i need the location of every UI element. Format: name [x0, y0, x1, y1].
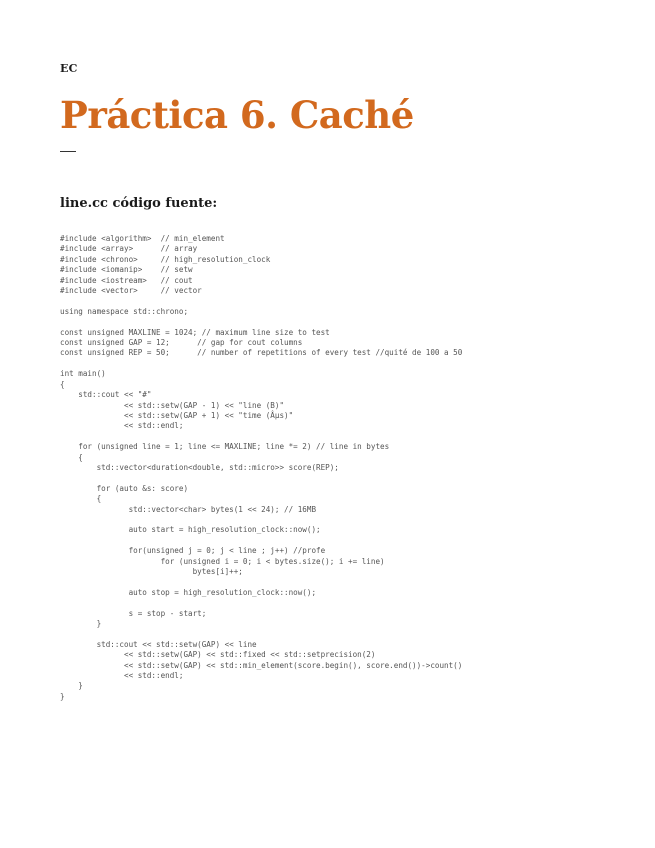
code-line: {	[60, 494, 102, 504]
code-block	[60, 234, 640, 702]
section-heading: line.cc código fuente:	[60, 196, 218, 211]
code-line: s = stop - start;	[60, 608, 207, 618]
code-line: << std::setw(GAP - 1) << "line (B)"	[60, 400, 285, 410]
code-line: int main()	[60, 369, 106, 379]
code-line: const unsigned MAXLINE = 1024; // maximum line size to test	[60, 327, 330, 337]
code-line: #include <algorithm> // min_element	[60, 234, 225, 243]
code-line: << std::setw(GAP) << std::fixed << std::setprecision(2)	[60, 650, 376, 660]
code-line: }	[60, 619, 102, 629]
code-line: auto stop = high_resolution_clock::now();	[60, 587, 317, 597]
code-line: {	[60, 379, 65, 389]
code-line: << std::endl;	[60, 671, 184, 681]
code-line: << std::setw(GAP) << std::min_element(score.begin(), score.end())->count()	[60, 660, 463, 670]
header-tag: EC	[60, 62, 78, 75]
code-line: }	[60, 691, 65, 701]
code-line: std::vector<char> bytes(1 << 24); // 16MB	[60, 504, 317, 514]
code-line: #include <iostream> // cout	[60, 275, 193, 285]
code-line: #include <vector> // vector	[60, 286, 202, 296]
code-line: #include <iomanip> // setw	[60, 265, 193, 275]
code-line: std::vector<duration<double, std::micro>> score(REP);	[60, 462, 339, 472]
code-line: const unsigned REP = 50; // number of repetitions of every test //quité de 100 a 50	[60, 348, 463, 358]
code-line: {	[60, 452, 83, 462]
page-title: Práctica 6. Caché	[60, 93, 414, 137]
title-divider	[60, 151, 76, 152]
code-line: const unsigned GAP = 12; // gap for cout columns	[60, 338, 303, 348]
code-line: for (unsigned i = 0; i < bytes.size(); i += line)	[60, 556, 385, 566]
code-line: bytes[i]++;	[60, 567, 243, 576]
code-line: using namespace std::chrono;	[60, 306, 189, 316]
code-line: auto start = high_resolution_clock::now();	[60, 525, 321, 535]
code-line: for (unsigned line = 1; line <= MAXLINE; line *= 2) // line in bytes	[60, 442, 390, 452]
code-line: }	[60, 681, 83, 691]
code-line: std::cout << std::setw(GAP) << line	[60, 639, 257, 649]
code-line: std::cout << "#"	[60, 390, 152, 400]
code-line: for(unsigned j = 0; j < line ; j++) //profe	[60, 546, 326, 556]
code-line: #include <array> // array	[60, 244, 198, 254]
code-line: << std::setw(GAP + 1) << "time (Âµs)"	[60, 410, 294, 420]
code-line: #include <chrono> // high_resolution_clock	[60, 254, 271, 264]
code-line: for (auto &s: score)	[60, 483, 189, 493]
code-line: << std::endl;	[60, 421, 184, 431]
